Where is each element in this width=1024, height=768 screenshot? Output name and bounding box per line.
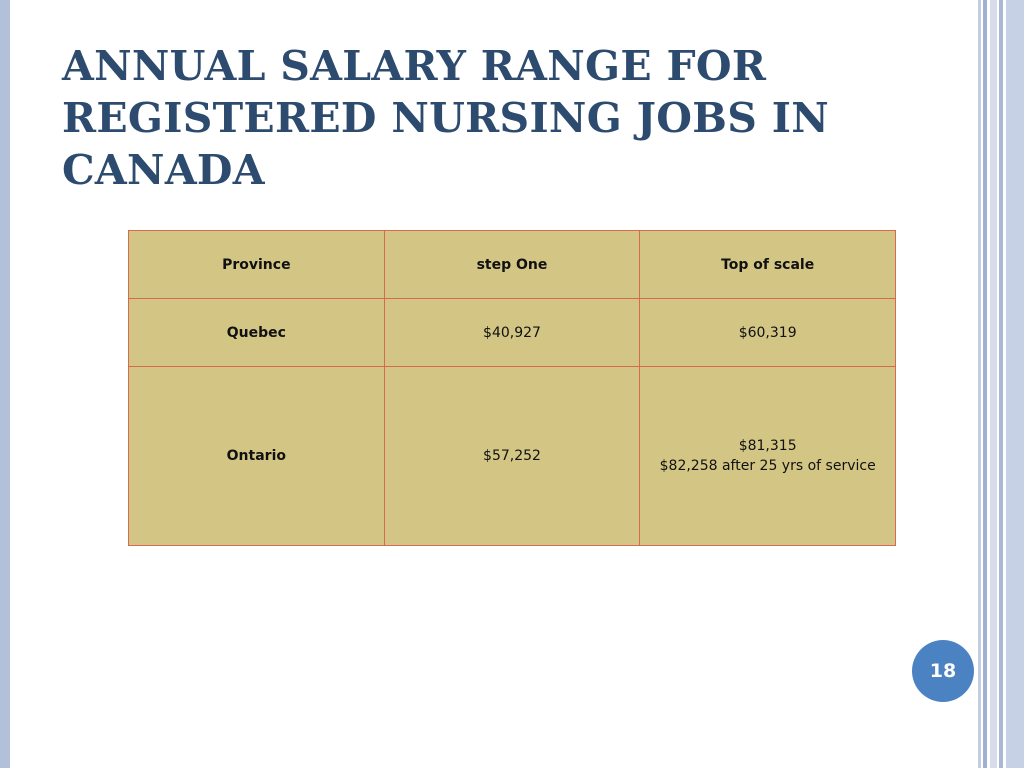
slide-title-line: ANNUAL SALARY RANGE FOR [62,42,767,90]
header-step-one: step One [384,231,640,299]
top-of-scale-value: $60,319 [738,324,797,341]
step-one-cell: $40,927 [384,299,640,367]
right-frame-stripe [978,0,981,768]
table-row [129,367,896,546]
table-header-row [129,231,896,299]
right-frame-stripe [983,0,987,768]
right-frame-stripe [999,0,1003,768]
left-frame-stripe [0,0,10,768]
right-frame-stripe [990,0,997,768]
slide-title [62,40,962,196]
province-cell: Quebec [129,299,385,367]
header-province: Province [129,231,385,299]
slide-title-line: REGISTERED NURSING JOBS IN [62,94,830,142]
top-of-scale-value: $81,315 [738,438,797,454]
step-one-cell: $57,252 [384,367,640,546]
right-frame-stripe [1006,0,1024,768]
table-row [129,299,896,367]
top-of-scale-cell [640,299,896,367]
page-number-badge: 18 [912,640,974,702]
province-cell: Ontario [129,367,385,546]
header-top-of-scale: Top of scale [640,231,896,299]
top-of-scale-cell [640,367,896,546]
salary-table [128,230,896,546]
slide-title-line: CANADA [62,146,265,194]
top-of-scale-note: $82,258 after 25 yrs of service [659,458,876,474]
